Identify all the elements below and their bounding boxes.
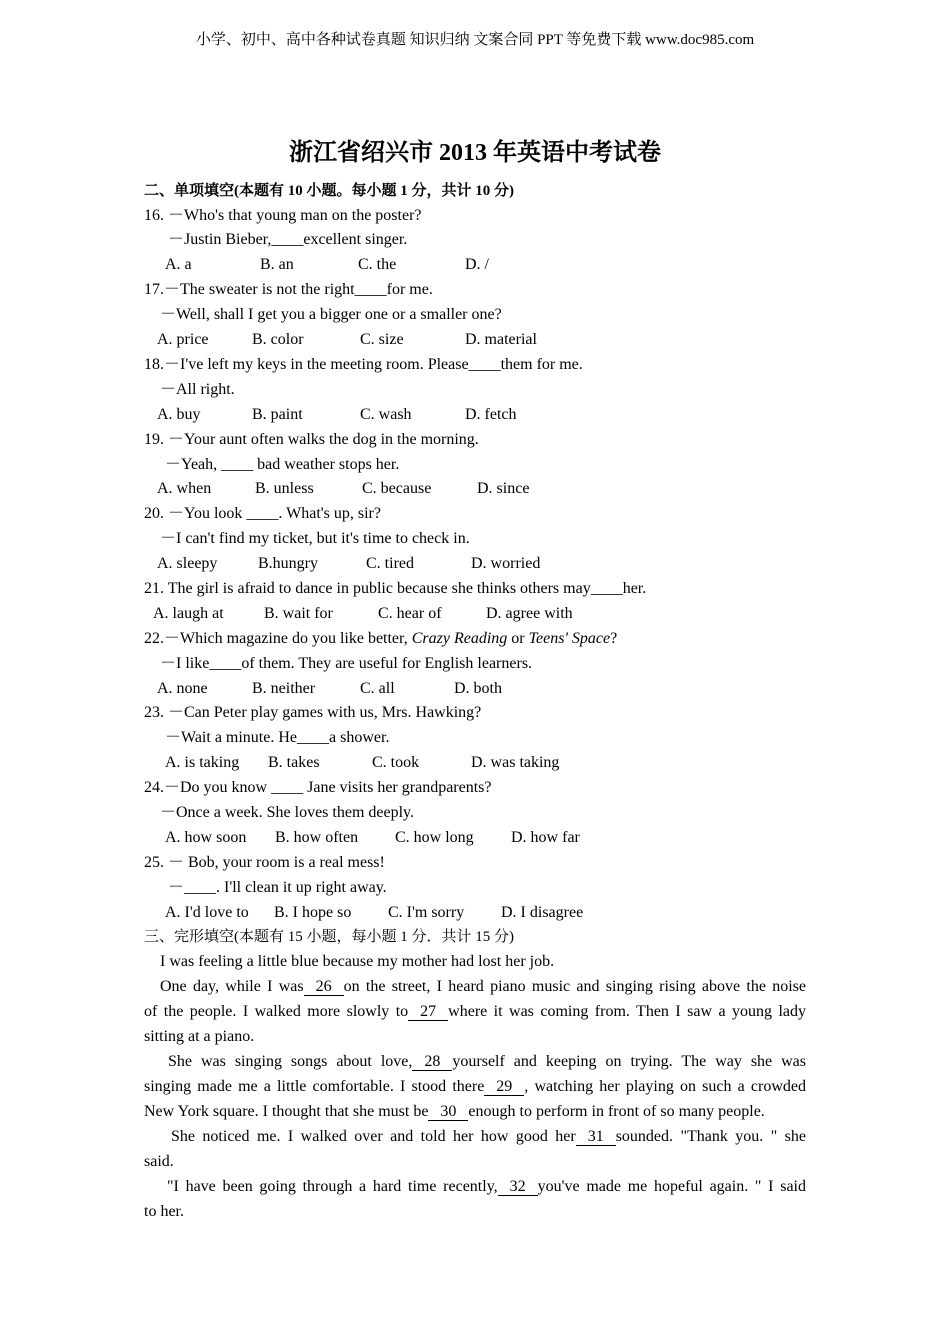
question-22-stem bbox=[144, 629, 617, 649]
option-b: B. unless bbox=[255, 480, 314, 497]
passage-line: said. bbox=[144, 1153, 174, 1170]
option-a: A. I'd love to bbox=[165, 904, 249, 921]
passage-text: , watching her playing on such a crowded bbox=[524, 1078, 806, 1095]
question-20-options bbox=[0, 554, 950, 574]
question-24-reply: －Once a week. She loves them deeply. bbox=[160, 804, 414, 821]
cloze-blank-32: 32 bbox=[498, 1178, 538, 1196]
passage-text: you've made me hopeful again. " I said bbox=[537, 1178, 806, 1195]
question-24-stem: 24.－Do you know ____ Jane visits her grandparents? bbox=[144, 779, 492, 796]
passage-text: She noticed me. I walked over and told her how good her bbox=[171, 1128, 576, 1145]
passage-line bbox=[167, 1177, 806, 1197]
passage-line bbox=[168, 1052, 806, 1072]
passage-text: of the people. I walked more slowly to bbox=[144, 1003, 409, 1020]
option-b: B. an bbox=[260, 256, 294, 273]
option-d: D. worried bbox=[471, 555, 541, 572]
question-21-stem: 21. The girl is afraid to dance in public because she thinks others may____her. bbox=[144, 580, 647, 597]
question-23-options bbox=[0, 753, 950, 773]
cloze-blank-27: 27 bbox=[408, 1003, 448, 1021]
exam-title: 浙江省绍兴市 2013 年英语中考试卷 bbox=[289, 140, 661, 166]
passage-text: where it was coming from. Then I saw a young lady bbox=[448, 1003, 806, 1020]
section-heading-single-choice: 二、单项填空(本题有 10 小题。每小题 1 分，共计 10 分) bbox=[144, 183, 514, 199]
question-23-stem: 23. －Can Peter play games with us, Mrs. Hawking? bbox=[144, 704, 482, 721]
option-a: A. none bbox=[157, 680, 208, 697]
question-19-reply: －Yeah, ____ bad weather stops her. bbox=[165, 456, 400, 473]
passage-text: on the street, I heard piano music and singing rising above the noise bbox=[343, 978, 806, 995]
option-d: D. / bbox=[465, 256, 489, 273]
option-a: A. when bbox=[157, 480, 212, 497]
question-22-options bbox=[0, 679, 950, 699]
magazine-title-crazy-reading: Crazy Reading bbox=[411, 630, 508, 647]
passage-line bbox=[144, 1077, 806, 1097]
section-heading-cloze: 三、完形填空(本题有 15 小题，每小题 1 分．共计 15 分) bbox=[144, 929, 514, 945]
question-17-stem: 17.－The sweater is not the right____for me. bbox=[144, 281, 433, 298]
option-c: C. size bbox=[360, 331, 404, 348]
option-a: A. price bbox=[157, 331, 209, 348]
passage-text: enough to perform in front of so many people. bbox=[468, 1103, 765, 1120]
stem-text: 22.－Which magazine do you like better, bbox=[144, 630, 412, 647]
passage-line bbox=[144, 1102, 765, 1122]
option-b: B.hungry bbox=[258, 555, 318, 572]
option-d: D. agree with bbox=[486, 605, 573, 622]
passage-line bbox=[144, 1002, 806, 1022]
option-b: B. I hope so bbox=[274, 904, 352, 921]
option-d: D. how far bbox=[511, 829, 580, 846]
question-16-options bbox=[0, 255, 950, 275]
question-19-stem: 19. －Your aunt often walks the dog in the morning. bbox=[144, 431, 479, 448]
option-d: D. material bbox=[465, 331, 537, 348]
passage-line: to her. bbox=[144, 1203, 184, 1220]
passage-text: "I have been going through a hard time recently, bbox=[167, 1178, 498, 1195]
passage-text: One day, while I was bbox=[160, 978, 304, 995]
passage-text: yourself and keeping on trying. The way she was bbox=[452, 1053, 806, 1070]
option-b: B. neither bbox=[252, 680, 316, 697]
question-18-options bbox=[0, 405, 950, 425]
question-23-reply: －Wait a minute. He____a shower. bbox=[165, 729, 390, 746]
passage-line: sitting at a piano. bbox=[144, 1028, 255, 1045]
option-b: B. color bbox=[252, 331, 304, 348]
option-c: C. the bbox=[358, 256, 397, 273]
question-24-options bbox=[0, 828, 950, 848]
cloze-blank-28: 28 bbox=[412, 1053, 452, 1071]
stem-text: or bbox=[507, 630, 529, 647]
option-a: A. is taking bbox=[165, 754, 240, 771]
option-a: A. how soon bbox=[165, 829, 247, 846]
passage-text: sounded. "Thank you. " she bbox=[615, 1128, 807, 1145]
option-b: B. takes bbox=[268, 754, 320, 771]
option-c: C. tired bbox=[366, 555, 414, 572]
stem-text: ? bbox=[610, 630, 618, 647]
option-c: C. wash bbox=[360, 406, 412, 423]
option-a: A. laugh at bbox=[153, 605, 224, 622]
question-17-options bbox=[0, 330, 950, 350]
option-d: D. was taking bbox=[471, 754, 560, 771]
passage-text: singing made me a little comfortable. I stood there bbox=[144, 1078, 485, 1095]
option-c: C. all bbox=[360, 680, 395, 697]
option-b: B. paint bbox=[252, 406, 303, 423]
cloze-blank-31: 31 bbox=[576, 1128, 616, 1146]
option-d: D. both bbox=[454, 680, 502, 697]
cloze-blank-30: 30 bbox=[428, 1103, 468, 1121]
question-20-stem: 20. －You look ____. What's up, sir? bbox=[144, 505, 381, 522]
question-20-reply: －I can't find my ticket, but it's time to check in. bbox=[160, 530, 470, 547]
question-21-options bbox=[0, 604, 950, 624]
option-b: B. wait for bbox=[264, 605, 333, 622]
question-18-stem: 18.－I've left my keys in the meeting room. Please____them for me. bbox=[144, 356, 583, 373]
site-header-banner: 小学、初中、高中各种试卷真题 知识归纳 文案合同 PPT 等免费下载 www.doc985.com bbox=[195, 32, 755, 48]
option-a: A. a bbox=[165, 256, 192, 273]
option-a: A. buy bbox=[157, 406, 201, 423]
option-c: C. I'm sorry bbox=[388, 904, 465, 921]
option-c: C. how long bbox=[395, 829, 474, 846]
passage-line bbox=[171, 1127, 806, 1147]
passage-text: She was singing songs about love, bbox=[168, 1053, 413, 1070]
question-22-reply: －I like____of them. They are useful for English learners. bbox=[160, 655, 533, 672]
question-25-reply: －____. I'll clean it up right away. bbox=[168, 879, 387, 896]
question-17-reply: －Well, shall I get you a bigger one or a smaller one? bbox=[160, 306, 502, 323]
option-d: D. fetch bbox=[465, 406, 517, 423]
option-c: C. because bbox=[362, 480, 432, 497]
question-16-stem: 16. －Who's that young man on the poster? bbox=[144, 207, 422, 224]
question-25-options bbox=[0, 903, 950, 923]
magazine-title-teens-space: Teens' Space bbox=[528, 630, 611, 647]
passage-line: I was feeling a little blue because my mother had lost her job. bbox=[160, 953, 555, 970]
passage-line bbox=[160, 977, 806, 997]
question-16-reply: －Justin Bieber,____excellent singer. bbox=[168, 231, 408, 248]
cloze-blank-29: 29 bbox=[484, 1078, 524, 1096]
option-d: D. I disagree bbox=[501, 904, 584, 921]
option-c: C. took bbox=[372, 754, 420, 771]
question-25-stem: 25. － Bob, your room is a real mess! bbox=[144, 854, 385, 871]
option-d: D. since bbox=[477, 480, 530, 497]
passage-text: New York square. I thought that she must be bbox=[144, 1103, 429, 1120]
question-18-reply: －All right. bbox=[160, 381, 235, 398]
cloze-blank-26: 26 bbox=[304, 978, 344, 996]
option-a: A. sleepy bbox=[157, 555, 218, 572]
option-c: C. hear of bbox=[378, 605, 442, 622]
question-19-options bbox=[0, 479, 950, 499]
option-b: B. how often bbox=[275, 829, 359, 846]
